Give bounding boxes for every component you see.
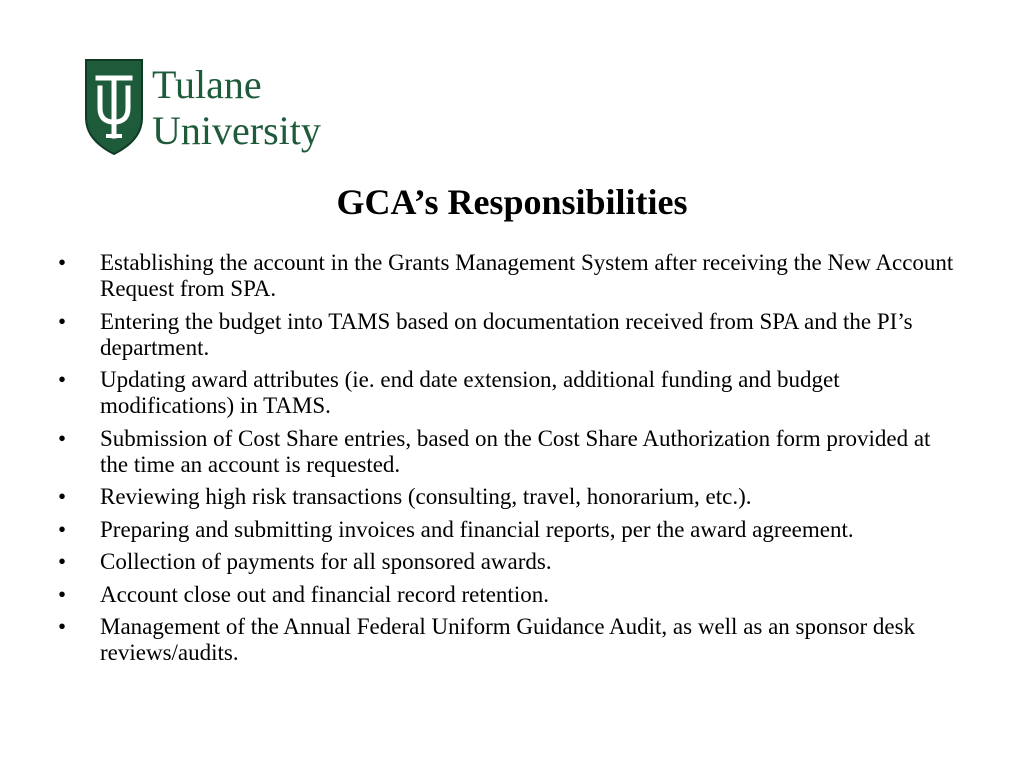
bullet-icon: • xyxy=(58,549,67,574)
bullet-text: Account close out and financial record retention. xyxy=(100,581,549,607)
bullet-text: Preparing and submitting invoices and financial reports, per the award agreement. xyxy=(100,516,854,542)
bullet-list xyxy=(58,250,958,673)
slide-title: GCA’s Responsibilities xyxy=(336,182,688,222)
bullet-text: Establishing the account in the Grants Management System after receiving the New Account Request from SPA. xyxy=(100,250,954,301)
bullet-icon: • xyxy=(58,516,67,542)
logo-line2: University xyxy=(152,108,321,153)
bullet-item xyxy=(58,582,958,608)
bullet-icon: • xyxy=(58,484,67,509)
bullet-item xyxy=(58,309,958,361)
bullet-item xyxy=(58,367,958,419)
bullet-text: Entering the budget into TAMS based on documentation received from SPA and the PI’s department. xyxy=(100,308,913,360)
bullet-item xyxy=(58,484,958,510)
bullet-item xyxy=(58,426,958,478)
tulane-university-logo xyxy=(82,58,354,158)
bullet-icon: • xyxy=(58,250,67,275)
bullet-icon: • xyxy=(58,581,67,607)
bullet-icon: • xyxy=(58,367,67,392)
bullet-item xyxy=(58,549,958,575)
bullet-text: Reviewing high risk transactions (consulting, travel, honorarium, etc.). xyxy=(100,484,752,509)
logo-line1: Tulane xyxy=(152,62,262,107)
bullet-icon: • xyxy=(58,614,67,639)
bullet-text: Management of the Annual Federal Uniform Guidance Audit, as well as an sponsor desk reviews/audits. xyxy=(100,614,916,665)
bullet-icon: • xyxy=(58,425,67,451)
bullet-icon: • xyxy=(58,308,67,334)
bullet-item xyxy=(58,250,958,302)
bullet-item xyxy=(58,614,958,666)
bullet-item xyxy=(58,517,958,543)
bullet-text: Collection of payments for all sponsored awards. xyxy=(100,549,552,574)
bullet-text: Submission of Cost Share entries, based on the Cost Share Authorization form provided at the time an account is requested. xyxy=(100,425,931,477)
bullet-text: Updating award attributes (ie. end date extension, additional funding and budget modifications) in TAMS. xyxy=(100,367,840,418)
